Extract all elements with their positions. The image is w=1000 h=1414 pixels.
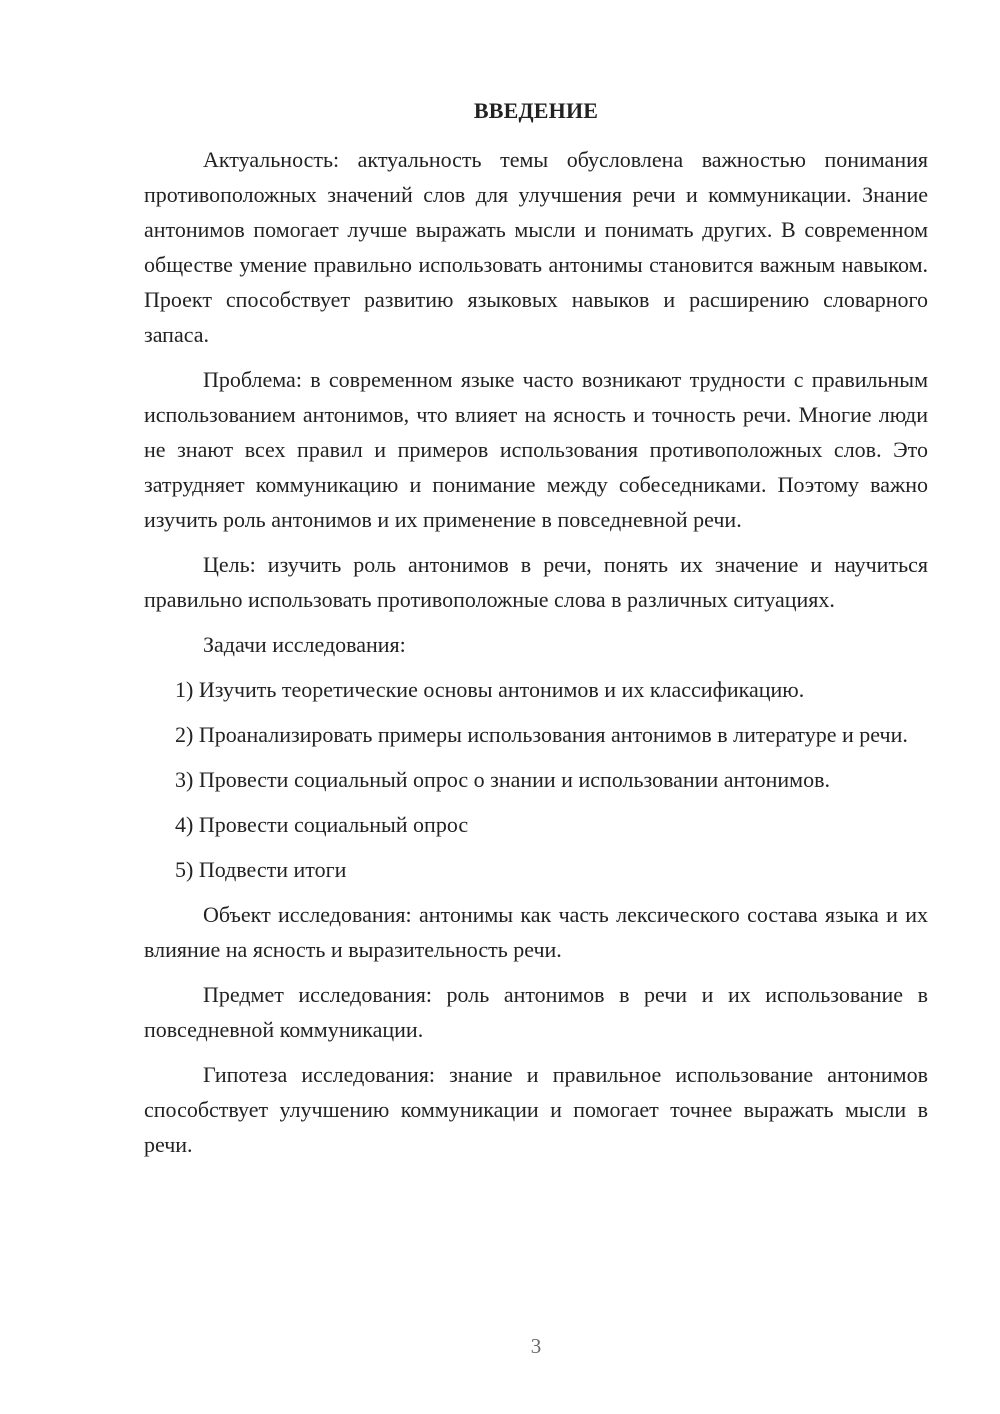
page-number: 3	[530, 1334, 542, 1358]
task-item: 2) Проанализировать примеры использования антонимов в литературе и речи.	[175, 722, 908, 747]
task-item: 4) Провести социальный опрос	[175, 812, 469, 837]
task-item: 1) Изучить теоретические основы антонимов и их классификацию.	[175, 677, 805, 702]
section-title: ВВЕДЕНИЕ	[473, 98, 599, 123]
tasks-heading: Задачи исследования:	[203, 632, 406, 657]
document-body	[144, 97, 928, 1162]
task-item: 5) Подвести итоги	[175, 857, 347, 882]
task-item: 3) Провести социальный опрос о знании и использовании антонимов.	[175, 767, 830, 792]
hypothesis-paragraph: Гипотеза исследования: знание и правильное использование антонимов способствует улучшению коммуникации и помогает точнее выражать мысли в речи.	[144, 1062, 928, 1157]
subject-paragraph: Предмет исследования: роль антонимов в речи и их использование в повседневной коммуникации.	[144, 982, 928, 1042]
problem-paragraph: Проблема: в современном языке часто возникают трудности с правильным использованием антонимов, что влияет на ясность и точность речи. Многие люди не знают всех правил и примеров использования противоположных слов. Это затрудняет коммуникацию и понимание между собеседниками. Поэтому важно изучить роль антонимов и их применение в повседневной речи.	[144, 367, 928, 532]
object-paragraph: Объект исследования: антонимы как часть лексического состава языка и их влияние на ясность и выразительность речи.	[144, 902, 928, 962]
goal-paragraph: Цель: изучить роль антонимов в речи, понять их значение и научиться правильно использовать противоположные слова в различных ситуациях.	[144, 552, 928, 612]
relevance-paragraph: Актуальность: актуальность темы обусловлена важностью понимания противоположных значений слов для улучшения речи и коммуникации. Знание антонимов помогает лучше выражать мысли и понимать других. В современном обществе умение правильно использовать антонимы становится важным навыком. Проект способствует развитию языковых навыков и расширению словарного запаса.	[144, 147, 928, 347]
